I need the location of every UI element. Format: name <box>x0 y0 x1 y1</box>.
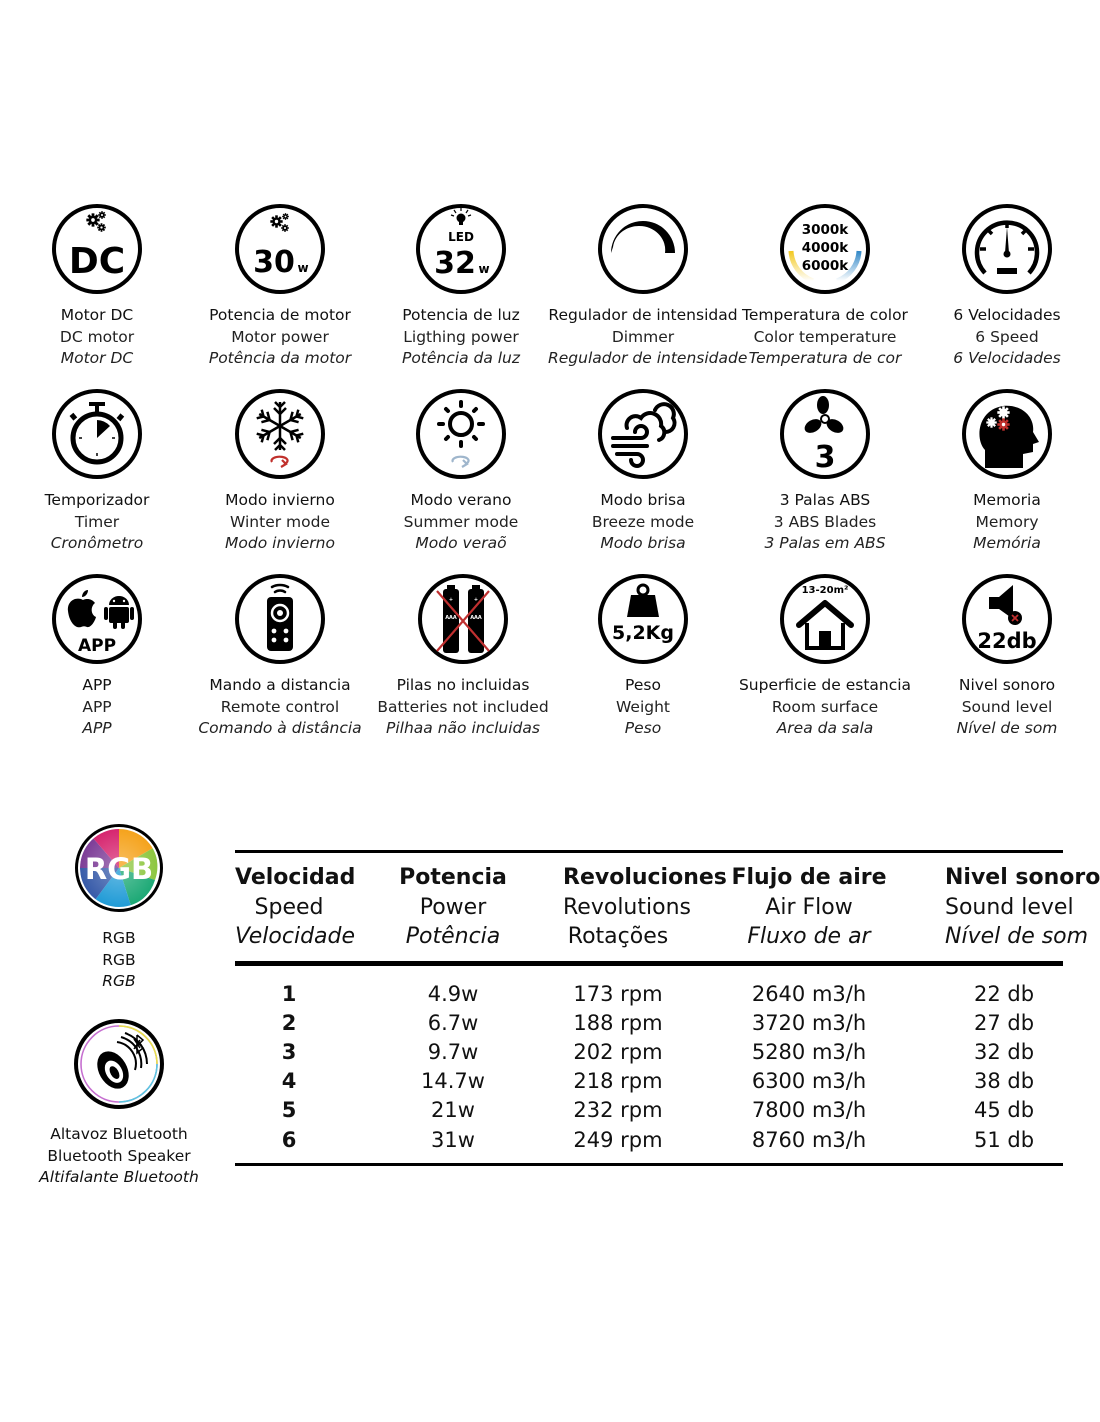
stopwatch-icon <box>51 388 143 480</box>
cell-sound-level: 27 db <box>973 1010 1035 1035</box>
feature-label-en: Winter mode <box>230 512 330 531</box>
snowflake-icon <box>234 388 326 480</box>
speaker-mute-icon <box>961 573 1053 665</box>
feature-6-speeds <box>912 203 1100 370</box>
feature-memory <box>912 388 1100 555</box>
feature-motor-power <box>185 203 375 370</box>
feature-label-pt: Modo veraõ <box>415 534 507 552</box>
cell-revolutions: 173 rpm <box>573 981 663 1006</box>
header-power: Potencia Power Potência <box>399 865 507 949</box>
table-row <box>235 1009 1063 1038</box>
cell-power: 14.7w <box>421 1069 485 1094</box>
feature-label-es: Altavoz Bluetooth <box>50 1125 188 1143</box>
breeze-icon <box>597 388 689 480</box>
feature-label-pt: Potência da motor <box>208 349 352 367</box>
cell-sound-level: 32 db <box>973 1039 1035 1064</box>
feature-label-es: Motor DC <box>60 306 134 324</box>
feature-label-en: RGB <box>102 950 136 969</box>
table-header <box>235 853 1100 952</box>
cell-air-flow: 7800 m3/h <box>751 1098 867 1123</box>
feature-label-pt: 3 Palas em ABS <box>764 534 886 552</box>
feature-sound-level <box>912 573 1100 740</box>
feature-label-es: Peso <box>625 676 661 694</box>
feature-label-en: Breeze mode <box>591 512 695 531</box>
svg-text:3: 3 <box>814 440 836 475</box>
feature-label-en: 3 ABS Blades <box>773 512 877 531</box>
svg-text:+: + <box>473 597 479 603</box>
cell-speed: 5 <box>281 1098 297 1123</box>
feature-label-pt: Altifalante Bluetooth <box>39 1168 199 1186</box>
feature-label-es: RGB <box>102 929 136 947</box>
svg-text:13-20m²: 13-20m² <box>801 585 849 596</box>
feature-label-pt: Modo brisa <box>600 534 686 552</box>
feature-label-pt: Comando à distância <box>198 719 362 737</box>
feature-label-en: Summer mode <box>403 512 519 531</box>
feature-label-es: Potencia de motor <box>209 306 351 324</box>
apple-logo-icon <box>68 590 96 627</box>
cell-revolutions: 218 rpm <box>573 1069 663 1094</box>
svg-text:AAA: AAA <box>445 615 457 621</box>
feature-label-pt: Regulador de intensidade <box>548 349 748 367</box>
svg-text:5,2Kg: 5,2Kg <box>612 622 674 644</box>
cell-air-flow: 8760 m3/h <box>751 1127 867 1152</box>
feature-label-en: Motor power <box>231 327 329 346</box>
led-power-icon <box>415 203 507 295</box>
feature-label-en: Dimmer <box>611 327 675 346</box>
feature-label-pt: Potência da luz <box>401 349 521 367</box>
feature-label-en: APP <box>82 697 112 716</box>
svg-text:22db: 22db <box>977 629 1037 653</box>
svg-text:APP: APP <box>77 636 117 656</box>
svg-text:LED: LED <box>448 230 474 244</box>
feature-label-pt: Motor DC <box>60 349 134 367</box>
feature-color-temperature <box>730 203 920 370</box>
cell-power: 21w <box>431 1098 475 1123</box>
feature-label-en: Ligthing power <box>403 327 519 346</box>
header-revolutions: Revoluciones Revolutions Rotações <box>563 865 727 949</box>
feature-app <box>2 573 192 740</box>
feature-label-pt: Peso <box>624 719 662 737</box>
dimmer-icon <box>597 203 689 295</box>
feature-label-es: Modo invierno <box>225 491 335 509</box>
cell-air-flow: 5280 m3/h <box>751 1039 867 1064</box>
table-bottom-rule <box>235 1163 1063 1166</box>
svg-text:6000k: 6000k <box>801 258 849 274</box>
feature-label-en: Color temperature <box>753 327 897 346</box>
feature-label-es: Nivel sonoro <box>958 676 1056 694</box>
feature-label-es: Modo verano <box>410 491 512 509</box>
sun-icon <box>415 388 507 480</box>
dc-motor-icon <box>51 203 143 295</box>
feature-timer <box>2 388 192 555</box>
cell-power: 31w <box>431 1127 475 1152</box>
cell-speed: 6 <box>281 1127 297 1152</box>
cell-sound-level: 45 db <box>973 1098 1035 1123</box>
feature-dc-motor <box>2 203 192 370</box>
feature-label-en: Weight <box>615 697 670 716</box>
cell-air-flow: 6300 m3/h <box>751 1069 867 1094</box>
feature-label-pt: Nível de som <box>956 719 1058 737</box>
cell-revolutions: 188 rpm <box>573 1010 663 1035</box>
cell-revolutions: 232 rpm <box>573 1098 663 1123</box>
speed-specs-table <box>235 850 1100 1166</box>
svg-text:w: w <box>297 261 309 275</box>
feature-label-en: DC motor <box>59 327 135 346</box>
feature-label-es: Temporizador <box>44 491 150 509</box>
feature-label-pt: Temperatura de cor <box>748 349 902 367</box>
rgb-icon <box>73 822 165 914</box>
feature-weight <box>548 573 738 740</box>
feature-label-en: Room surface <box>771 697 879 716</box>
batteries-not-included-icon <box>417 573 509 665</box>
feature-label-en: Memory <box>975 512 1039 531</box>
android-logo-icon <box>104 596 134 629</box>
color-temperature-icon <box>779 203 871 295</box>
feature-label-es: 3 Palas ABS <box>779 491 871 509</box>
feature-label-pt: Pilhaa não incluidas <box>386 719 540 737</box>
cell-sound-level: 51 db <box>973 1127 1035 1152</box>
feature-label-es: Mando a distancia <box>209 676 351 694</box>
table-row <box>235 1067 1063 1096</box>
feature-label-en: Bluetooth Speaker <box>47 1146 191 1165</box>
feature-summer-mode <box>366 388 556 555</box>
feature-led-power <box>366 203 556 370</box>
table-row <box>235 1096 1063 1125</box>
feature-label-pt: Cronômetro <box>50 534 144 552</box>
remote-control-icon <box>234 573 326 665</box>
feature-label-pt: Area da sala <box>776 719 874 737</box>
feature-label-es: Regulador de intensidad <box>548 306 738 324</box>
svg-text:3000k: 3000k <box>801 222 849 238</box>
svg-text:30: 30 <box>253 245 295 280</box>
cell-air-flow: 2640 m3/h <box>751 981 867 1006</box>
svg-text:+: + <box>448 597 454 603</box>
svg-text:32: 32 <box>434 246 476 281</box>
feature-label-pt: Modo invierno <box>225 534 335 552</box>
feature-label-pt: 6 Velocidades <box>953 349 1061 367</box>
feature-bluetooth-speaker <box>19 1018 219 1189</box>
feature-3-abs-blades <box>730 388 920 555</box>
house-icon <box>779 573 871 665</box>
cell-speed: 4 <box>281 1069 297 1094</box>
table-body <box>235 966 1063 1155</box>
svg-text:AAA: AAA <box>470 615 482 621</box>
header-sound-level: Nivel sonoro Sound level Nível de som <box>945 865 1100 949</box>
table-row <box>235 1126 1063 1155</box>
feature-label-pt: RGB <box>102 972 136 990</box>
cell-revolutions: 202 rpm <box>573 1039 663 1064</box>
feature-label-pt: APP <box>82 719 112 737</box>
table-row <box>235 980 1063 1009</box>
cell-speed: 3 <box>281 1039 297 1064</box>
weight-icon <box>597 573 689 665</box>
cell-power: 6.7w <box>427 1010 479 1035</box>
header-speed: Velocidad Speed Velocidade <box>235 865 356 949</box>
feature-label-en: Batteries not included <box>377 697 549 716</box>
feature-label-pt: Memória <box>973 534 1041 552</box>
feature-label-es: Pilas no incluidas <box>396 676 530 694</box>
feature-label-es: Memoria <box>973 491 1041 509</box>
feature-label-es: APP <box>82 676 112 694</box>
svg-text:4000k: 4000k <box>801 240 849 256</box>
speedometer-icon <box>961 203 1053 295</box>
cell-speed: 2 <box>281 1010 297 1035</box>
cell-power: 4.9w <box>427 981 479 1006</box>
feature-remote-control <box>185 573 375 740</box>
feature-label-en: Sound level <box>961 697 1053 716</box>
cell-speed: 1 <box>281 981 297 1006</box>
motor-power-icon <box>234 203 326 295</box>
feature-label-es: Superficie de estancia <box>738 676 912 694</box>
svg-text:RGB: RGB <box>84 852 154 886</box>
app-icon <box>51 573 143 665</box>
feature-winter-mode <box>185 388 375 555</box>
feature-breeze-mode <box>548 388 738 555</box>
cell-air-flow: 3720 m3/h <box>751 1010 867 1035</box>
feature-label-en: Timer <box>74 512 120 531</box>
svg-text:DC: DC <box>68 241 126 282</box>
cell-power: 9.7w <box>427 1039 479 1064</box>
bluetooth-speaker-icon <box>73 1018 165 1110</box>
feature-label-en: Remote control <box>220 697 340 716</box>
feature-label-es: Temperatura de color <box>742 306 908 324</box>
table-row <box>235 1038 1063 1067</box>
header-air-flow: Flujo de aire Air Flow Fluxo de ar <box>731 865 887 949</box>
feature-batteries-not-included <box>368 573 558 740</box>
feature-label-es: Modo brisa <box>600 491 686 509</box>
feature-room-surface <box>730 573 920 740</box>
feature-rgb <box>19 822 219 993</box>
memory-head-icon <box>961 388 1053 480</box>
feature-label-es: 6 Velocidades <box>953 306 1061 324</box>
feature-label-en: 6 Speed <box>975 327 1039 346</box>
cell-sound-level: 22 db <box>973 981 1035 1006</box>
feature-label-es: Potencia de luz <box>402 306 520 324</box>
feature-dimmer <box>548 203 748 370</box>
svg-text:w: w <box>478 262 490 276</box>
cell-revolutions: 249 rpm <box>573 1127 663 1152</box>
cell-sound-level: 38 db <box>973 1069 1035 1094</box>
fan-blades-icon <box>779 388 871 480</box>
